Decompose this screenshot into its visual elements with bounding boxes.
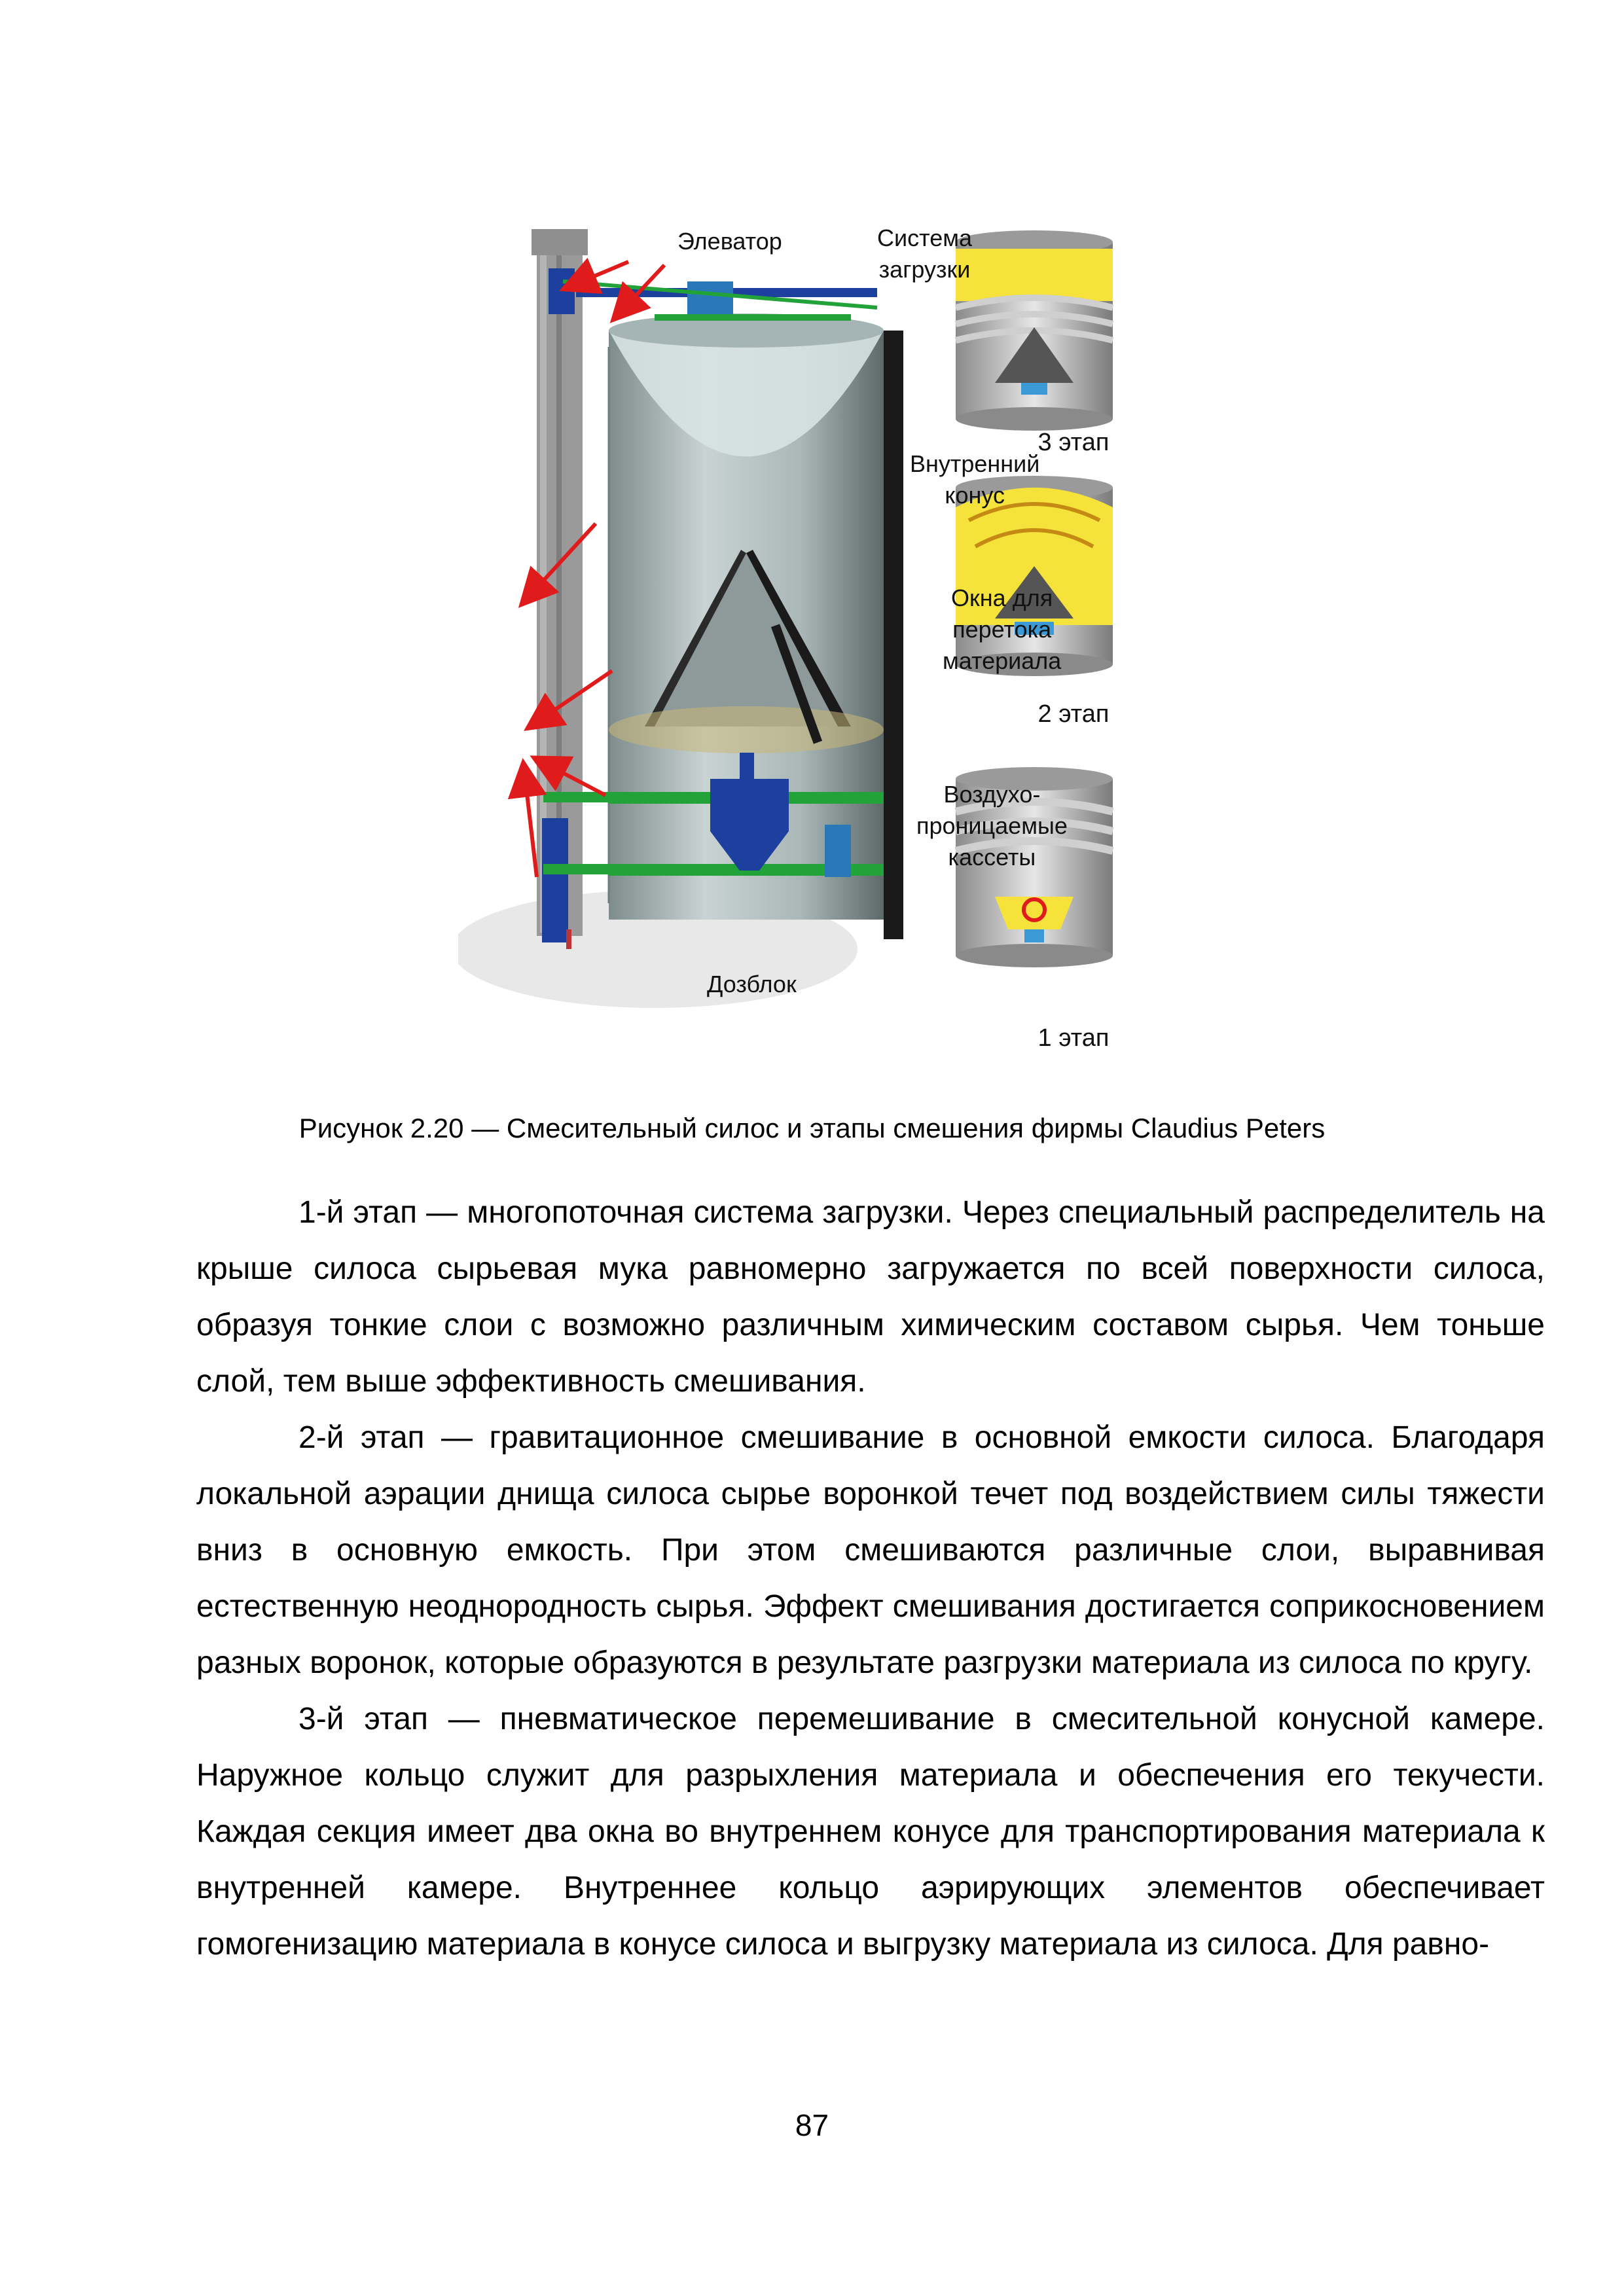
page-number: 87 (795, 2108, 829, 2142)
stage-label-2: 2 этап (1038, 700, 1110, 728)
callout-dosing-block: Дозблок (707, 971, 797, 997)
callout-loading-system: Система загрузки (877, 224, 972, 283)
figure-caption: Рисунок 2.20 — Смесительный силос и этапы смешения фирмы Claudius Peters (298, 1113, 1326, 1143)
loading-system (563, 281, 877, 321)
body-text (196, 1185, 1545, 1973)
paragraph: 1-й этап — многопоточная система загрузки. Через специальный распределитель на крыше силоса сырьевая мука равномерно загружается по всей поверхности силоса, образуя тонкие слои с возможно различным химическим составом сырья. Чем тоньше слой, тем выше эффективность смешивания. (196, 1195, 1545, 1399)
callout-inner-cone: Внутренний конус (910, 450, 1040, 509)
stage-label-3: 3 этап (1038, 429, 1110, 456)
figure-silo-diagram (458, 216, 1270, 1073)
stage-label-1: 1 этап (1038, 1024, 1110, 1052)
paragraph: 3-й этап — пневматическое перемешивание в смесительной конусной камере. Наружное кольцо служит для разрыхления материала и обеспечения его текучести. Каждая секция имеет два окна во внутреннем конусе для транспортирования материала к внутренней камере. Внутреннее кольцо аэрирующих элементов обеспечивает гомогенизацию материала в конусе силоса и выгрузку материала из силоса. Для равно- (196, 1702, 1545, 1962)
paragraph: 2-й этап — гравитационное смешивание в основной емкости силоса. Благодаря локальной аэрации днища силоса сырье воронкой течет под воздействием силы тяжести вниз в основную емкость. При этом смешиваются различные слои, выравнивая естественную неоднородность сырья. Эффект смешивания достигается соприкосновением разных воронок, которые образуются в результате разгрузки материала из силоса по кругу. (196, 1420, 1545, 1680)
callout-flow-windows: Окна для перетока материала (943, 584, 1062, 674)
callout-air-cassettes: Воздухо- проницаемые кассеты (916, 781, 1068, 870)
silo-illustration (458, 216, 1270, 1073)
callout-elevator: Элеватор (677, 228, 782, 255)
stage-3-silo (956, 230, 1113, 431)
